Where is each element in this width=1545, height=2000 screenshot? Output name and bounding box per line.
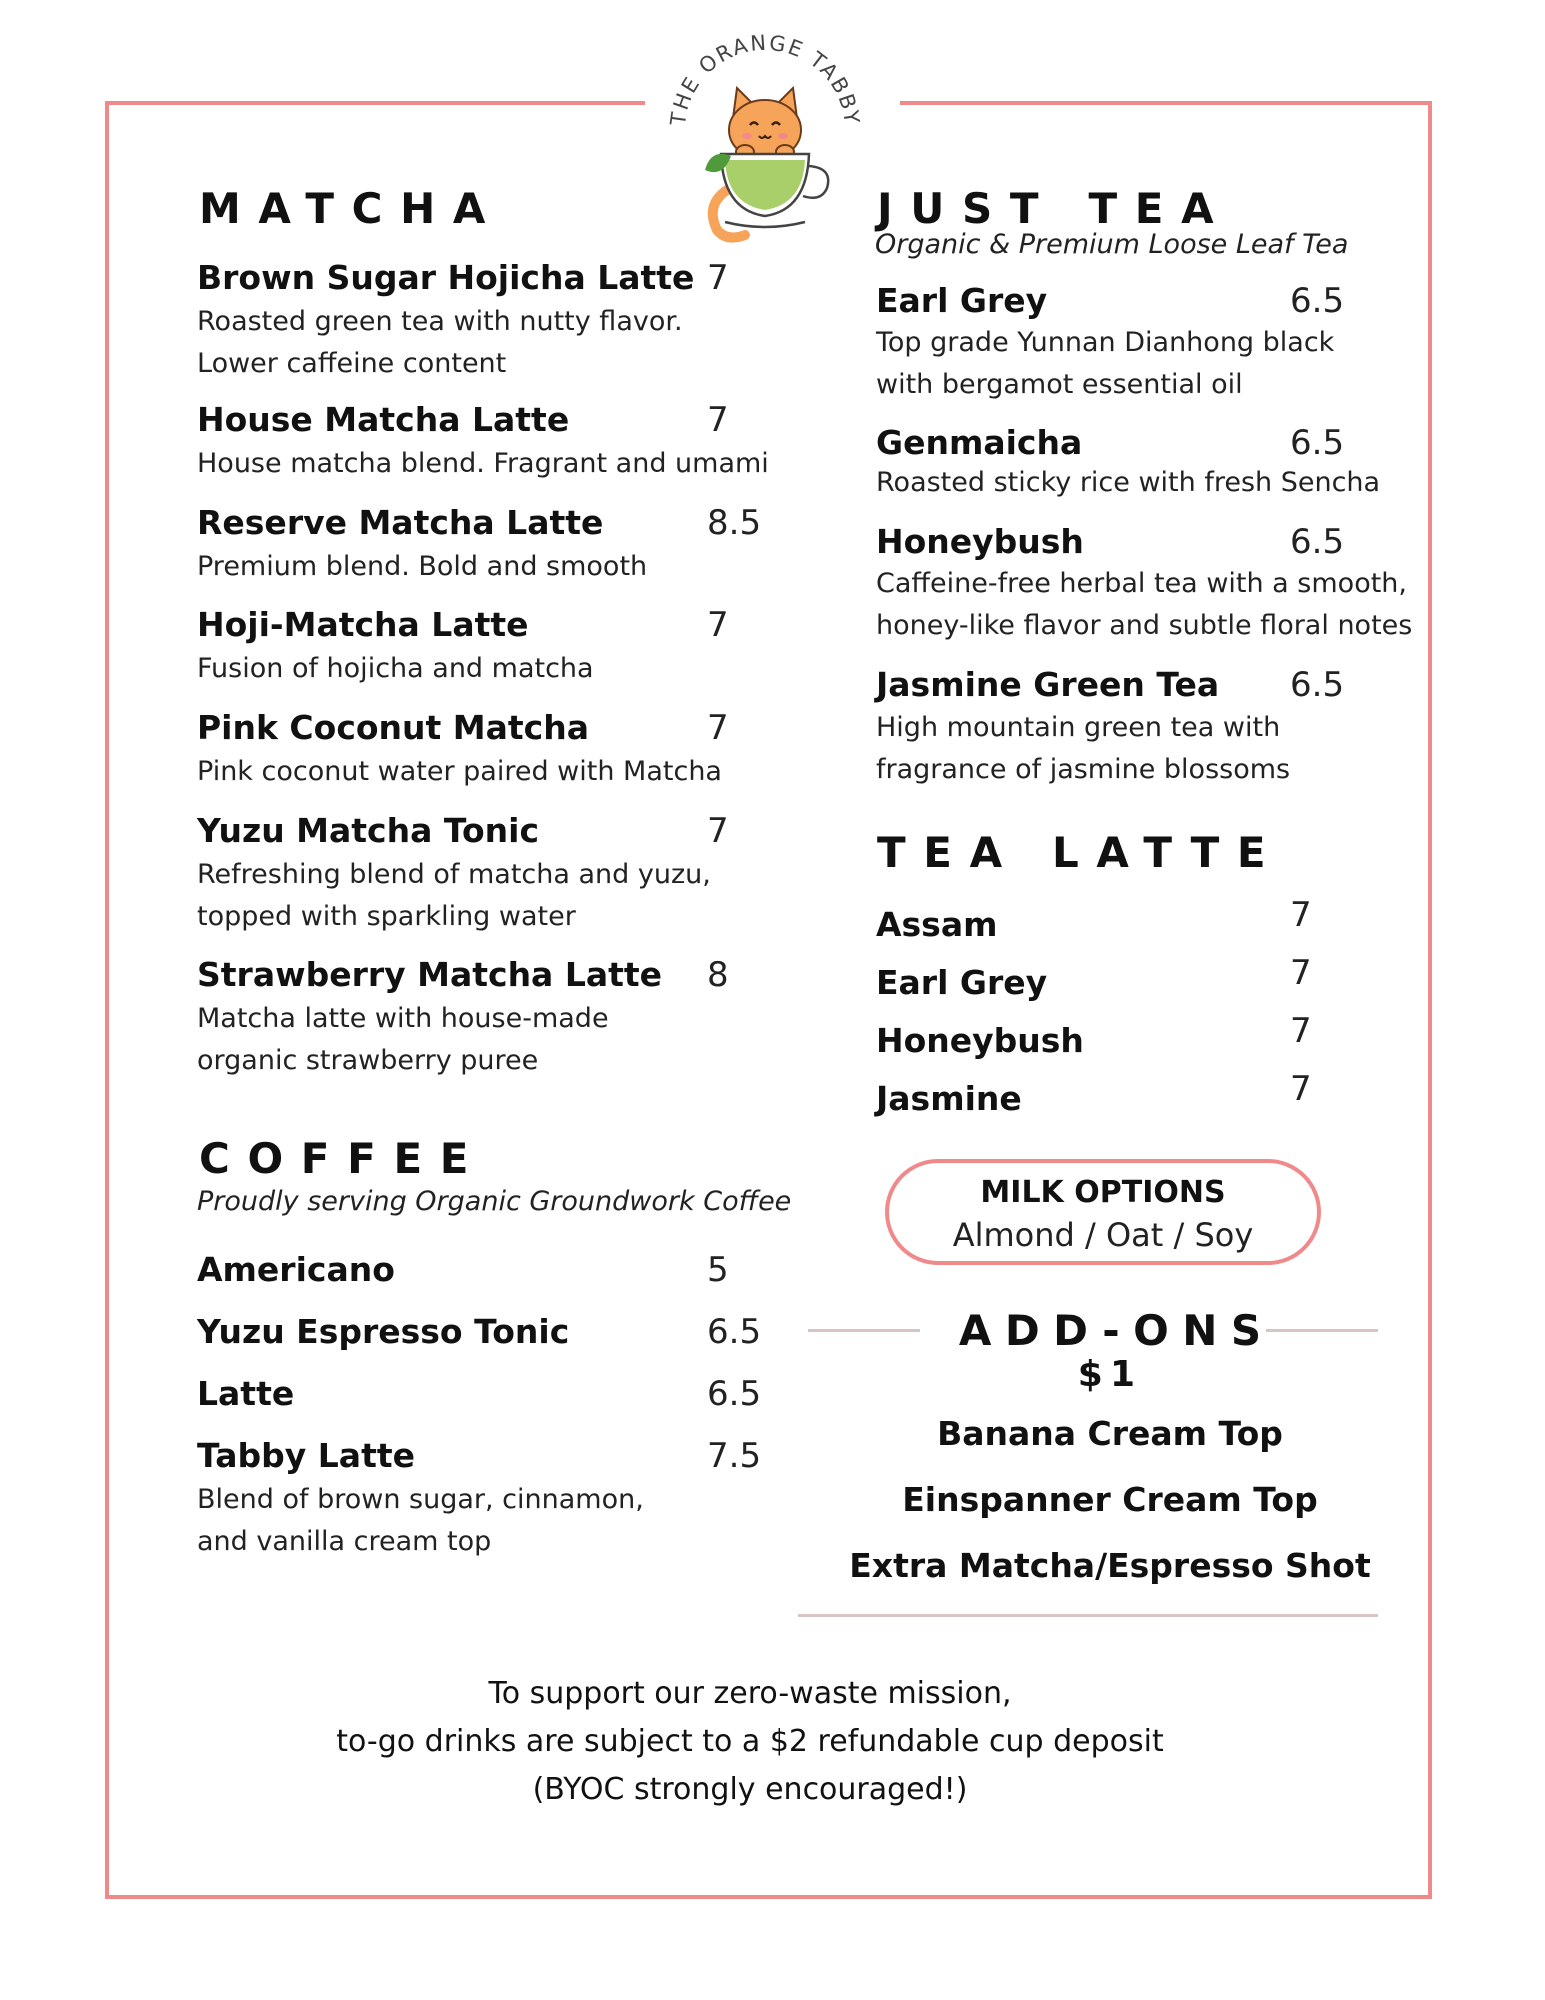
logo-text: THE ORANGE TABBY: [665, 30, 865, 127]
item-price: 6.5: [1290, 522, 1345, 562]
item-price: 7: [1290, 1011, 1312, 1051]
addon-item: Einspanner Cream Top: [902, 1480, 1318, 1519]
item-description: [876, 563, 1436, 647]
item-description: [197, 443, 769, 485]
item-description-line: Roasted sticky rice with fresh Sencha: [876, 467, 1381, 498]
item-name: House Matcha Latte: [197, 400, 570, 439]
milk-options-box: [885, 1159, 1321, 1265]
item-description: [197, 998, 757, 1082]
item-name: Americano: [197, 1250, 395, 1289]
item-name: Genmaicha: [876, 423, 1083, 462]
item-price: 7: [1290, 1069, 1312, 1109]
addon-item: Banana Cream Top: [937, 1414, 1283, 1453]
item-price: 7: [1290, 895, 1312, 935]
item-name: Jasmine: [876, 1079, 1022, 1118]
item-description-line: and vanilla cream top: [197, 1526, 492, 1557]
item-name: Earl Grey: [876, 963, 1048, 1002]
item-name: Brown Sugar Hojicha Latte: [197, 258, 695, 297]
footer-line: To support our zero-waste mission,: [488, 1676, 1012, 1711]
item-price: 6.5: [1290, 423, 1345, 463]
tea-latte-section-title: TEA LATTE: [877, 828, 1284, 877]
item-description-line: Blend of brown sugar, cinnamon,: [197, 1484, 644, 1515]
item-name: Pink Coconut Matcha: [197, 708, 590, 747]
item-price: 7: [707, 708, 729, 748]
item-name: Earl Grey: [876, 281, 1048, 320]
item-description-line: Refreshing blend of matcha and yuzu,: [197, 859, 711, 890]
item-description-line: Premium blend. Bold and smooth: [197, 551, 648, 582]
addons-section-title: ADD-ONS: [958, 1306, 1275, 1355]
item-description: [197, 1479, 757, 1563]
addons-divider-bottom: [798, 1614, 1378, 1617]
item-description: [876, 462, 1436, 504]
orange-tabby-logo: [655, 30, 875, 250]
coffee-subtitle: Proudly serving Organic Groundwork Coffee: [197, 1186, 792, 1217]
item-price: 7: [707, 258, 729, 298]
item-description-line: with bergamot essential oil: [876, 369, 1243, 400]
item-description-line: fragrance of jasmine blossoms: [876, 754, 1291, 785]
item-description: [197, 301, 757, 385]
item-price: 8: [707, 955, 729, 995]
item-description-line: Caffeine-free herbal tea with a smooth,: [876, 568, 1407, 599]
item-description-line: organic strawberry puree: [197, 1045, 539, 1076]
item-price: 6.5: [1290, 281, 1345, 321]
item-name: Yuzu Matcha Tonic: [197, 811, 540, 850]
item-description-line: topped with sparkling water: [197, 901, 576, 932]
item-description-line: House matcha blend. Fragrant and umami: [197, 448, 769, 479]
footer-line: (BYOC strongly encouraged!): [532, 1772, 968, 1807]
addon-item: Extra Matcha/Espresso Shot: [849, 1546, 1371, 1585]
item-price: 7: [1290, 953, 1312, 993]
frame-top-left: [105, 101, 645, 105]
addons-price: $1: [1077, 1354, 1143, 1395]
item-price: 6.5: [707, 1312, 762, 1352]
frame-bottom: [105, 1895, 1432, 1899]
item-description: [197, 854, 757, 938]
item-price: 6.5: [1290, 665, 1345, 705]
item-description-line: High mountain green tea with: [876, 712, 1281, 743]
frame-left: [105, 101, 109, 1899]
just-tea-section-title: JUST TEA: [877, 184, 1232, 233]
item-description-line: honey-like flavor and subtle floral notes: [876, 610, 1413, 641]
item-price: 7: [707, 811, 729, 851]
just-tea-subtitle: Organic & Premium Loose Leaf Tea: [875, 229, 1349, 260]
item-name: Yuzu Espresso Tonic: [197, 1312, 570, 1351]
milk-options-list: Almond / Oat / Soy: [952, 1216, 1254, 1254]
item-description-line: Roasted green tea with nutty flavor.: [197, 306, 683, 337]
item-price: 7.5: [707, 1436, 762, 1476]
item-name: Honeybush: [876, 1021, 1084, 1060]
item-description-line: Lower caffeine content: [197, 348, 507, 379]
item-description: [197, 751, 757, 793]
milk-options-title: MILK OPTIONS: [980, 1175, 1226, 1210]
item-price: 6.5: [707, 1374, 762, 1414]
item-name: Assam: [876, 905, 998, 944]
footer-line: to-go drinks are subject to a $2 refundable cup deposit: [336, 1724, 1164, 1759]
item-description-line: Pink coconut water paired with Matcha: [197, 756, 722, 787]
item-name: Latte: [197, 1374, 295, 1413]
item-name: Tabby Latte: [197, 1436, 415, 1475]
item-description-line: Matcha latte with house-made: [197, 1003, 609, 1034]
item-price: 7: [707, 605, 729, 645]
item-name: Strawberry Matcha Latte: [197, 955, 663, 994]
item-name: Reserve Matcha Latte: [197, 503, 604, 542]
item-description: [876, 707, 1436, 791]
coffee-section-title: COFFEE: [199, 1134, 487, 1183]
item-name: Honeybush: [876, 522, 1084, 561]
item-price: 8.5: [707, 503, 762, 543]
item-description-line: Fusion of hojicha and matcha: [197, 653, 594, 684]
item-price: 7: [707, 400, 729, 440]
item-description: [876, 322, 1436, 406]
item-name: Hoji-Matcha Latte: [197, 605, 529, 644]
item-description-line: Top grade Yunnan Dianhong black: [876, 327, 1335, 358]
item-name: Jasmine Green Tea: [876, 665, 1220, 704]
item-description: [197, 546, 757, 588]
frame-top-right: [900, 101, 1432, 105]
item-price: 5: [707, 1250, 729, 1290]
matcha-section-title: MATCHA: [199, 184, 504, 233]
item-description: [197, 648, 757, 690]
